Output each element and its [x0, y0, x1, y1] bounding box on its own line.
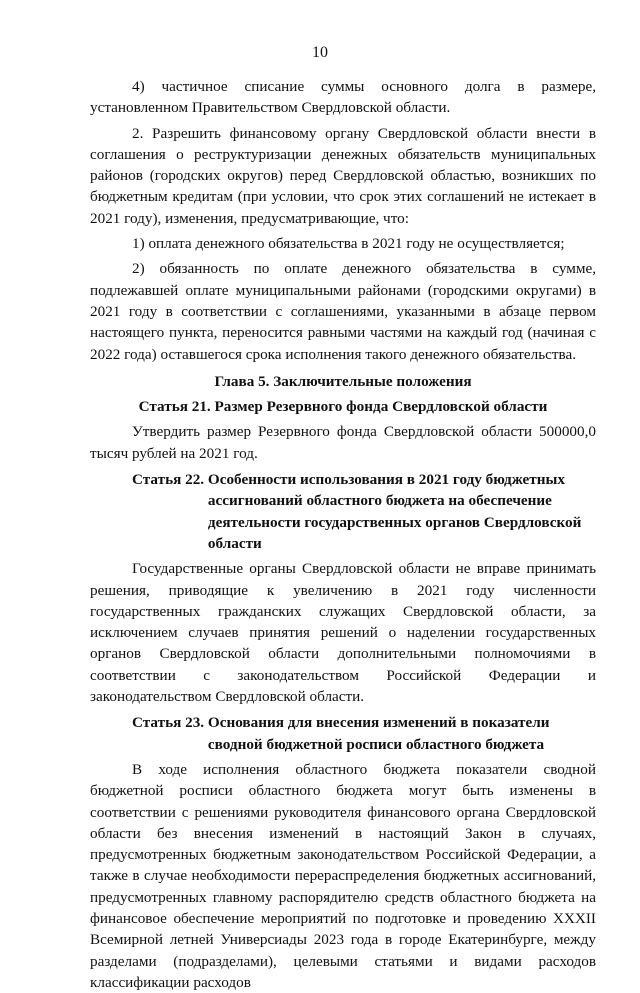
- article-23-label: Статья 23.: [132, 714, 208, 732]
- paragraph-partial-write-off: 4) частичное списание суммы основного долга в размере, установленном Правительством Свердловской области.: [90, 78, 596, 117]
- document-body: [90, 76, 596, 993]
- article-22-title: Особенности использования в 2021 году бюджетных ассигнований областного бюджета на обеспечение деятельности государственных органов Свердловской области: [207, 471, 582, 552]
- article-21-text: Утвердить размер Резервного фонда Свердловской области 500000,0 тысяч рублей на 2021 год.: [90, 423, 596, 462]
- article-22-label: Статья 22.: [132, 471, 208, 489]
- article-23-heading: [90, 712, 596, 755]
- paragraph-payment-transfer: 2) обязанность по оплате денежного обязательства в сумме, подлежавшей оплате муниципальными районами (городскими округами) в 2021 году в соответствии с соглашениями, указанными в абзаце первом настоящего пункта, переносится равными частями на каждый год (начиная с 2022 года) оставшегося срока исполнения такого денежного обязательства.: [90, 260, 596, 363]
- article-23-title: Основания для внесения изменений в показатели сводной бюджетной росписи областного бюджета: [207, 714, 550, 753]
- paragraph-no-payment-2021: 1) оплата денежного обязательства в 2021 году не осуществляется;: [132, 235, 565, 253]
- article-21-heading: Статья 21. Размер Резервного фонда Свердловской области: [138, 398, 548, 416]
- article-22-heading: [90, 469, 596, 554]
- page-number: 10: [312, 44, 328, 61]
- article-22-text: Государственные органы Свердловской области не вправе принимать решения, приводящие к увеличению в 2021 году численности государственных гражданских служащих Свердловской области, за исключением случаев принятия решений о наделении государственных органов Свердловской области дополнительными полномочиями в соответствии с законодательством Российской Федерации и законодательством Свердловской области.: [90, 560, 596, 706]
- chapter-5-heading: Глава 5. Заключительные положения: [214, 372, 472, 390]
- article-23-text: В ходе исполнения областного бюджета показатели сводной бюджетной росписи областного бюджета могут быть изменены в соответствии с решениями руководителя финансового органа Свердловской области без внесения изменений в настоящий Закон в случаях, предусмотренных бюджетным законодательством Российской Федерации, а также в случае необходимости перераспределения бюджетных ассигнований, предусмотренных главному распорядителю средств областного бюджета на финансовое обеспечение мероприятий по подготовке и проведению XXXII Всемирной летней Универсиады 2023 года в городе Екатеринбурге, между разделами (подразделами), целевыми статьями и видами расходов классификации расходов: [90, 760, 596, 991]
- paragraph-restructuring-permission: 2. Разрешить финансовому органу Свердловской области внести в соглашения о реструктуризации денежных обязательств муниципальных районов (городских округов) перед Свердловской областью, возникших по бюджетным кредитам (при условии, что срок этих соглашений не истекает в 2021 году), изменения, предусматривающие, что:: [90, 124, 596, 227]
